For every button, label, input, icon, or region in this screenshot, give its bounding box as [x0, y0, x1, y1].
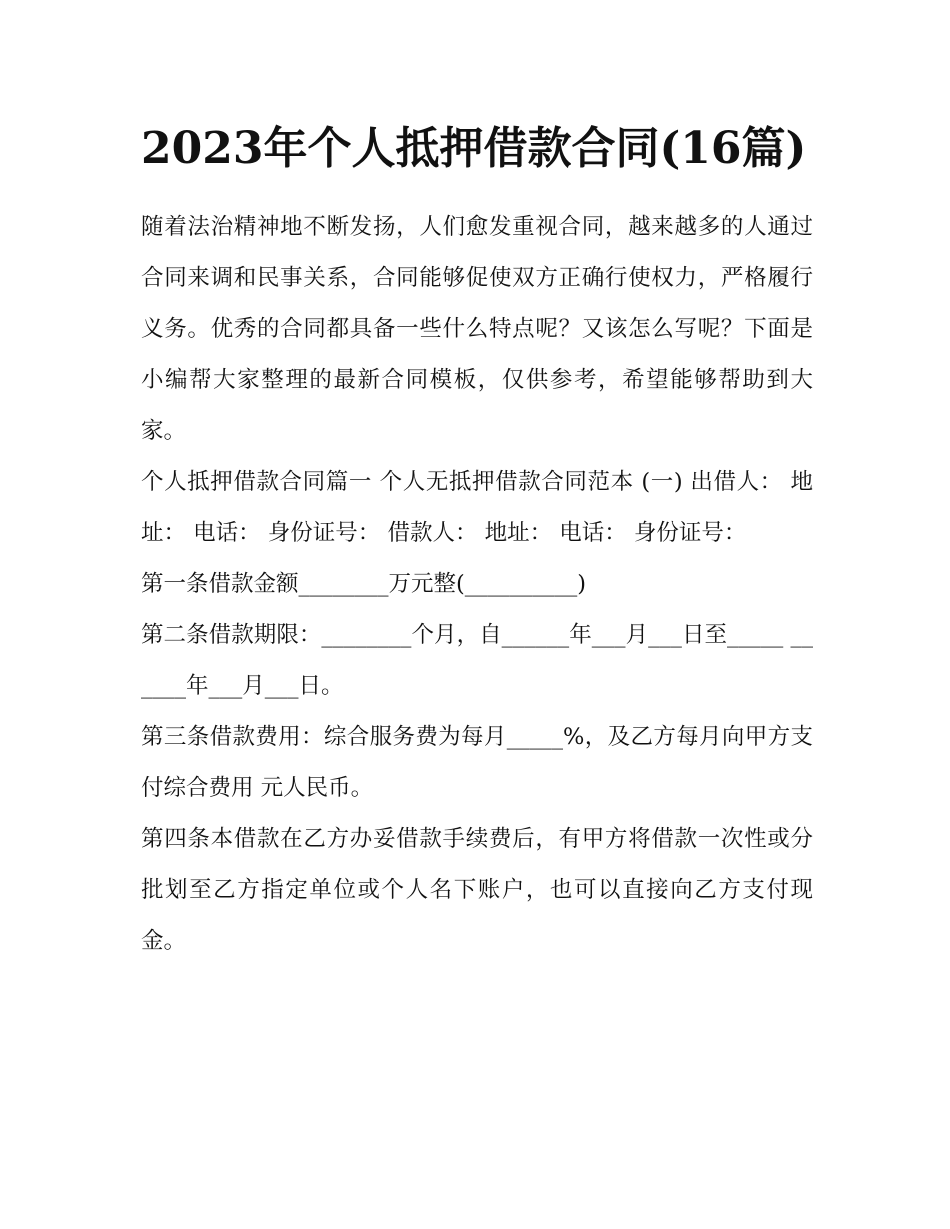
- document-title: 2023年个人抵押借款合同(16篇): [141, 123, 807, 174]
- clause-1-loan-amount: 第一条借款金额________万元整(__________): [141, 571, 587, 597]
- clause-4-disbursement: 第四条本借款在乙方办妥借款手续费后，有甲方将借款一次性或分批划至乙方指定单位或个人名下账户，也可以直接向乙方支付现金。: [141, 826, 813, 954]
- clause-3-loan-fees: 第三条借款费用：综合服务费为每月_____%，及乙方每月向甲方支付综合费用 元人民币。: [141, 724, 813, 801]
- contract-parties-paragraph: 个人抵押借款合同篇一 个人无抵押借款合同范本 (一) 出借人： 地址： 电话： 身份证号： 借款人： 地址： 电话： 身份证号：: [141, 469, 813, 546]
- document-body: [141, 118, 813, 967]
- clause-2-loan-term: 第二条借款期限：________个月，自______年___月___日至_____ ______年___月___日。: [141, 622, 813, 699]
- intro-paragraph: 随着法治精神地不断发扬，人们愈发重视合同，越来越多的人通过合同来调和民事关系，合同能够促使双方正确行使权力，严格履行义务。优秀的合同都具备一些什么特点呢？又该怎么写呢？下面是小编帮大家整理的最新合同模板，仅供参考，希望能够帮助到大家。: [141, 214, 813, 444]
